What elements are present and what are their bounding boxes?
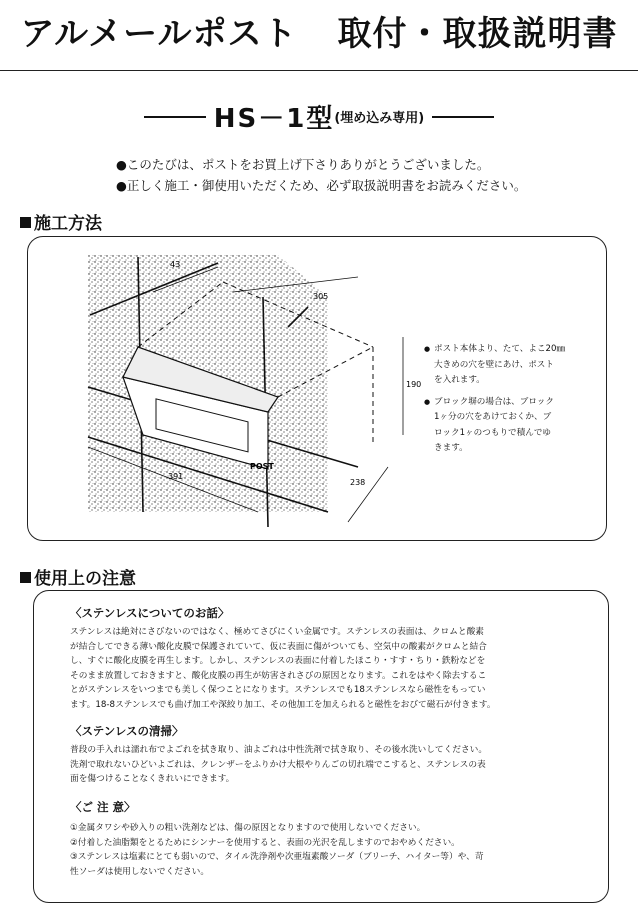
product-name: アルメールポスト [20,14,298,54]
section-body-cleaning [70,743,580,787]
body-line: ます。18-8ステンレスでも曲げ加工や深絞り加工、その他加工を加えられると磁性をおびて磁石が付きます。 [70,699,496,710]
dimension-305: 305 [313,292,329,301]
body-line: 洗剤で取れないひどいよごれは、クレンザーをふりかけ大根やりんごの切れ端でこすると、ステンレスの表 [70,759,486,770]
install-heading-text: 施工方法 [34,214,102,234]
body-line: ②付着した油脂類をとるためにシンナーを使用すると、表面の光沢を乱しますのでおやめください。 [70,837,460,848]
dimension-238: 238 [350,478,366,487]
section-body-caution [70,821,580,879]
install-note-line: きます。 [434,443,468,453]
post-label: POST [250,462,274,471]
install-note-line: 大きめの穴を壁にあけ、ポスト [434,359,554,370]
dimension-190: 190 [406,380,422,389]
model-name: HS－1型 [213,104,335,134]
section-body-stainless [70,625,580,713]
body-line: 性ソーダは使用しないでください。 [70,866,209,877]
body-line: そのまま放置しておきますと、酸化皮膜の再生が妨害されさびの原因となります。これをはやく除去するこ [70,670,487,681]
model-note: (埋め込み専用) [334,111,425,126]
dimension-43: 43 [170,260,181,269]
body-line: とがステンレスをいつまでも美しく保つことになります。ステンレスでも18ステンレスなら磁性をもってい [70,685,486,696]
body-line: 普段の手入れは濡れ布でよごれを拭き取り、油よごれは中性洗剤で拭き取り、その後水洗いしてください。 [70,745,487,755]
right-dash [432,116,494,118]
install-note-line: を入れます。 [434,375,485,385]
install-note [424,395,604,457]
model-heading [0,98,638,135]
section-title-cleaning: 〈ステンレスの清掃〉 [70,724,184,738]
title-rule [0,70,638,71]
intro-text [116,154,526,196]
usage-heading-text: 使用上の注意 [34,569,136,589]
section-title-caution: 〈ご 注 意〉 [70,800,136,814]
document-type: 取付・取扱説明書 [337,14,618,54]
left-dash [144,116,206,118]
install-note-line: ● ブロック塀の場合は、ブロック [434,396,554,407]
intro-line: ●正しく施工・御使用いただくため、必ず取扱説明書をお読みください。 [116,178,527,193]
body-line: ステンレスは絶対にさびないのではなく、極めてさびにくい金属です。ステンレスの表面は、クロムと酸素 [70,627,484,637]
install-panel [27,236,607,541]
usage-heading [20,564,136,589]
usage-panel [33,590,609,903]
install-note [424,342,604,389]
install-note-line: ロック1ヶのつもりで積んでゆ [434,427,552,438]
install-note-line: ● ポスト本体より、たて、よこ20㎜ [434,344,566,354]
dimension-391: 391 [168,472,184,481]
heading-square-icon [20,572,31,583]
document-title [0,6,638,55]
intro-line: ●このたびは、ポストをお買上げ下さりありがとうございました。 [116,157,490,172]
body-line: 面を傷つけることなくきれいにできます。 [70,774,235,785]
body-line: ①金属タワシや砂入りの粗い洗剤などは、傷の原因となりますので使用しないでください。 [70,823,426,833]
install-notes [424,342,604,463]
install-heading [20,209,102,234]
install-note-line: 1ヶ分の穴をあけておくか、ブ [434,412,552,422]
heading-square-icon [20,217,31,228]
body-line: し、すぐに酸化皮膜を再生します。しかし、ステンレスの表面に付着したほこり・すす・ちり・鉄粉などを [70,656,486,667]
body-line: ③ステンレスは塩素にとても弱いので、タイル洗浄剤や次亜塩素酸ソーダ（ブリーチ、ハイター等）や、苛 [70,852,484,863]
body-line: が結合してできる薄い酸化皮膜で保護されていて、仮に表面に傷がついても、空気中の酸素がクロムと結合 [70,641,487,652]
section-title-stainless: 〈ステンレスについてのお話〉 [70,606,230,620]
